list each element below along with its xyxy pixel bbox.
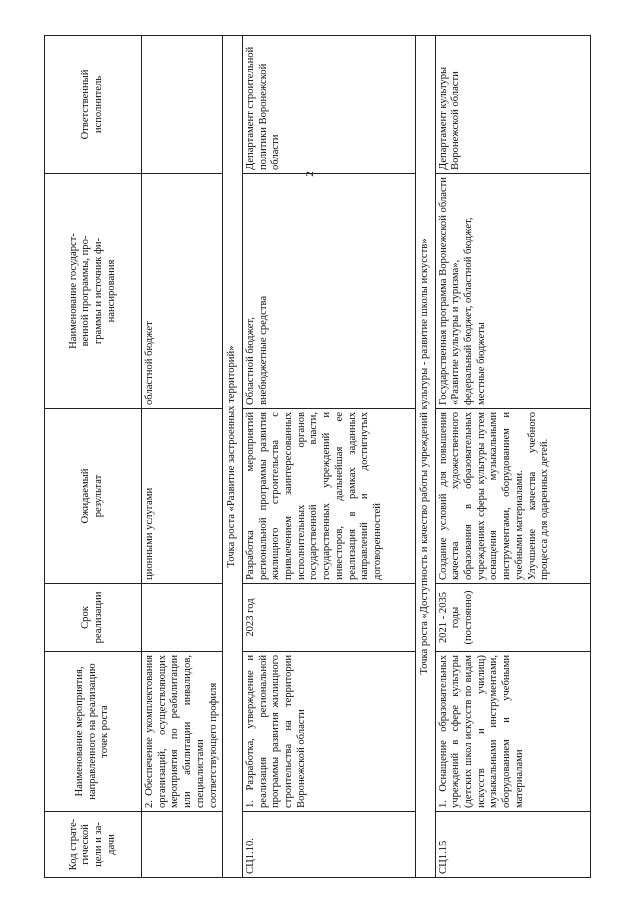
cell-executor bbox=[142, 36, 223, 174]
cell-code bbox=[142, 812, 223, 878]
table-row bbox=[242, 36, 415, 878]
table-header-row bbox=[45, 36, 142, 878]
cell-measure: 2. Обеспечение укомплектования организаций, осуществляющих мероприятия по реабилитации или абилитации инвалидов, специалистами соответствующего профиля bbox=[142, 652, 223, 812]
cell-measure: 1. Разработка, утверждение и реализация региональной программы развития жилищного строительства на территории Воронежской области bbox=[242, 652, 415, 812]
table-row bbox=[142, 36, 223, 878]
cell-program: Государственная программа Воронежской области «Развитие культуры и туризма», федеральный бюджет, областной бюджет, местные бюджеты bbox=[435, 174, 590, 409]
cell-term bbox=[142, 584, 223, 652]
table-row bbox=[435, 36, 590, 878]
cell-term: 2023 год bbox=[242, 584, 415, 652]
cell-executor: Департамент строительной политики Воронежской области bbox=[242, 36, 415, 174]
header-term: Срок реализации bbox=[45, 584, 142, 652]
cell-program: Областной бюджет, внебюджетные средства bbox=[242, 174, 415, 409]
header-measure: Наименование мероприятия, направленного на реализацию точек роста bbox=[45, 652, 142, 812]
section-title: Точка роста «Развитие застроенных территорий» bbox=[223, 36, 243, 878]
section-row bbox=[223, 36, 243, 878]
header-result: Ожидаемый результат bbox=[45, 409, 142, 584]
section-row bbox=[415, 36, 435, 878]
cell-measure: 1. Оснащение образовательных учреждений в сфере культуры (детских школ искусств по видам искусств и училищ) музыкальными инструментами, оборудованием и учебными материалами bbox=[435, 652, 590, 812]
page-number: 2 bbox=[303, 171, 316, 177]
cell-executor: Департамент культуры Воронежской области bbox=[435, 36, 590, 174]
cell-result: Создание условий для повышения качества художественного образования в образовательных учреждениях сферы культуры путем оснащения музыкальными инструментами, оборудованием и учебными материалами. Улучшение качества учебного процесса для одаренных детей. bbox=[435, 409, 590, 584]
header-code: Код страте- гической цели и за- дачи bbox=[45, 812, 142, 878]
rotated-table-container bbox=[44, 36, 572, 878]
cell-result: ционными услугами bbox=[142, 409, 223, 584]
header-program: Наименование государст- венной программы, про- граммы и источник фи- нансирования bbox=[45, 174, 142, 409]
header-executor: Ответственный исполнитель bbox=[45, 36, 142, 174]
section-title: Точка роста «Доступность и качество работы учреждений культуры - развитие школы искусств» bbox=[415, 36, 435, 878]
cell-code: СЦ1.10. bbox=[242, 812, 415, 878]
cell-code: СЦ1.15 bbox=[435, 812, 590, 878]
strategy-table bbox=[44, 35, 591, 878]
cell-term: 2021 - 2035 годы (постоянно) bbox=[435, 584, 590, 652]
cell-result: Разработка мероприятий региональной программы развития жилищного строительства с привлечением заинтересованных исполнительных органов государственной власти, государственных учреждений и инвесторов, дальнейшая ее реализация в рамках заданных направлений и достигнутых договоренностей bbox=[242, 409, 415, 584]
cell-program: областной бюджет bbox=[142, 174, 223, 409]
